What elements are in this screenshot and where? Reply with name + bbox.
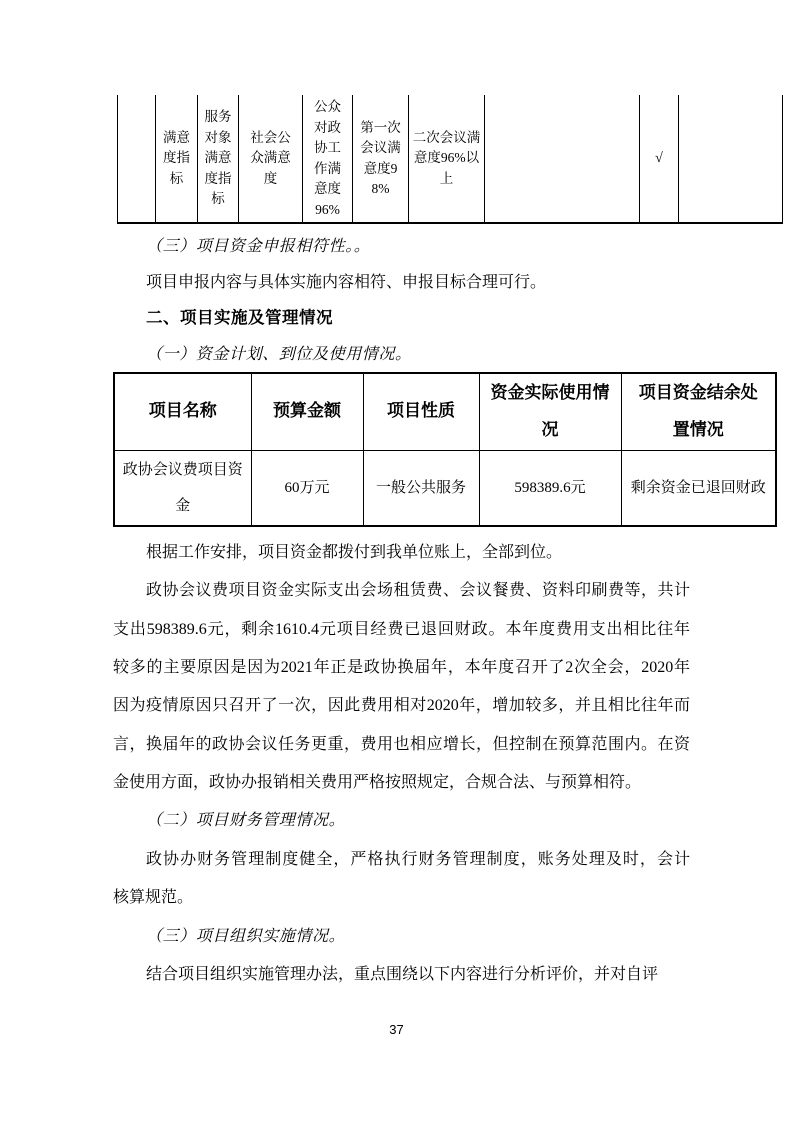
body-line-heading-3-organization: （三）项目组织实施情况。: [146, 928, 346, 945]
body-line-finance-2: 核算规范。: [113, 889, 194, 906]
section-heading-implementation: 二、项目实施及管理情况: [146, 309, 333, 327]
body-line-expense-2: 支出598389.6元，剩余1610.4元项目经费已退回财政。本年度费用支出相比往年: [113, 621, 690, 638]
body-line-declaration: 项目申报内容与具体实施内容相符、申报目标合理可行。: [146, 274, 547, 291]
cell-service-target-index: 服务对象满意度指标: [198, 95, 239, 223]
cell-satisfaction-index: 满意度指标: [156, 95, 198, 223]
cell-actual-usage: 598389.6元: [479, 450, 621, 526]
checkmark-cell: √: [640, 95, 679, 223]
cell-public-satisfaction: 社会公众满意度: [239, 95, 303, 223]
header-surplus-disposal: 项目资金结余处置情况: [621, 373, 776, 450]
header-budget-amount: 预算金额: [251, 373, 363, 450]
body-line-heading-1-plan: （一）资金计划、到位及使用情况。: [146, 346, 412, 363]
header-project-nature: 项目性质: [363, 373, 479, 450]
satisfaction-indicator-table: [117, 95, 783, 224]
cell-second-meeting-96: 二次会议满意度96%以上: [409, 95, 485, 223]
cell-surplus-disposal: 剩余资金已退回财政: [621, 450, 776, 526]
body-line-heading-3-funds: （三）项目资金申报相符性。。: [146, 238, 371, 255]
cell-project-name: 政协会议费项目资金: [114, 450, 251, 526]
table-row: [118, 95, 783, 223]
header-project-name: 项目名称: [114, 373, 251, 450]
body-line-organization-1: 结合项目组织实施管理办法，重点围绕以下内容进行分析评价，并对自评: [146, 966, 659, 983]
fund-usage-table: [113, 372, 777, 527]
body-line-expense-3: 较多的主要原因是因为2021年正是政协换届年，本年度召开了2次全会，2020年: [113, 659, 690, 676]
body-line-allocation: 根据工作安排，项目资金都拨付到我单位账上，全部到位。: [146, 544, 563, 561]
cell-project-nature: 一般公共服务: [363, 450, 479, 526]
cell-budget-amount: 60万元: [251, 450, 363, 526]
cell-first-meeting-98: 第一次会议满意度98%: [353, 95, 409, 223]
body-line-heading-2-finance: （二）项目财务管理情况。: [146, 812, 346, 829]
body-line-expense-4: 因为疫情原因只召开了一次，因此费用相对2020年，增加较多，并且相比往年而: [113, 697, 690, 714]
body-line-expense-5: 言，换届年的政协会议任务更重，费用也相应增长，但控制在预算范围内。在资: [113, 736, 690, 753]
header-actual-usage: 资金实际使用情况: [479, 373, 621, 450]
cell-public-rate-96: 公众对政协工作满意度96%: [303, 95, 353, 223]
body-line-expense-6: 金使用方面，政协办报销相关费用严格按照规定，合规合法、与预算相符。: [113, 774, 642, 791]
cell-empty-left: [118, 95, 156, 223]
cell-empty-right: [679, 95, 783, 223]
page-number: 37: [389, 1022, 404, 1037]
fund-table-data-row: [114, 450, 776, 526]
fund-table-header-row: [114, 373, 776, 450]
cell-empty-wide: [485, 95, 640, 223]
body-line-expense-1: 政协会议费项目资金实际支出会场租赁费、会议餐费、资料印刷费等，共计: [146, 582, 690, 599]
body-line-finance-1: 政协办财务管理制度健全，严格执行财务管理制度，账务处理及时，会计: [146, 851, 690, 868]
